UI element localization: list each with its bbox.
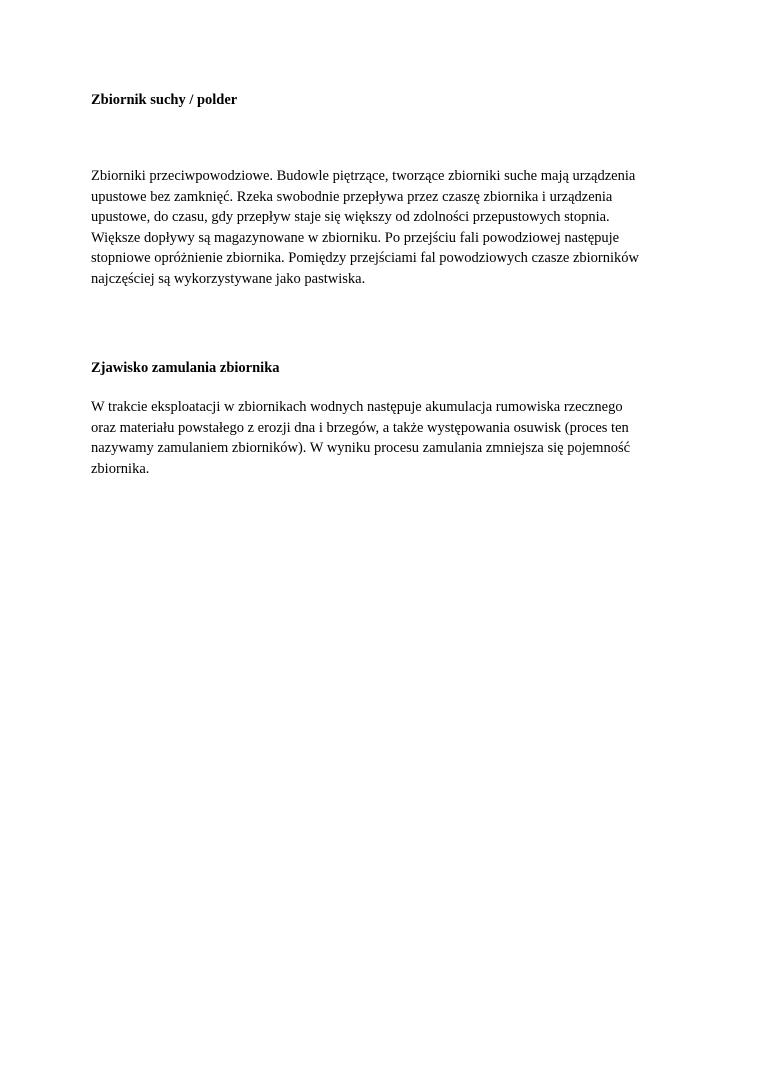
paragraph-line: upustowe, do czasu, gdy przepływ staje się większy od zdolności przepustowych stopnia.	[91, 209, 610, 225]
paragraph-line: Większe dopływy są magazynowane w zbiorniku. Po przejściu fali powodziowej następuje	[91, 229, 620, 246]
paragraph-line: Zbiorniki przeciwpowodziowe. Budowle piętrzące, tworzące zbiorniki suche mają urządzenia	[91, 168, 636, 184]
paragraph-line: upustowe bez zamknięć. Rzeka swobodnie przepływa przez czaszę zbiornika i urządzenia	[91, 188, 613, 205]
paragraph-line: oraz materiału powstałego z erozji dna i brzegów, a także występowania osuwisk (proces ten	[91, 419, 629, 436]
paragraph-line: nazywamy zamulaniem zbiorników). W wyniku procesu zamulania zmniejsza się pojemność	[91, 440, 631, 456]
paragraph-line: najczęściej są wykorzystywane jako pastwiska.	[91, 270, 366, 287]
paragraph-line: W trakcie eksploatacji w zbiornikach wodnych następuje akumulacja rumowiska rzecznego	[91, 399, 623, 415]
paragraph-dry-reservoir	[91, 166, 691, 289]
paragraph-siltation	[91, 397, 691, 479]
paragraph-line: zbiornika.	[91, 460, 150, 477]
paragraph-line: stopniowe opróżnienie zbiornika. Pomiędzy przejściami fal powodziowych czasze zbiorników	[91, 250, 640, 266]
section-heading-siltation: Zjawisko zamulania zbiornika	[91, 360, 280, 376]
section-heading-dry-reservoir: Zbiornik suchy / polder	[91, 92, 238, 108]
